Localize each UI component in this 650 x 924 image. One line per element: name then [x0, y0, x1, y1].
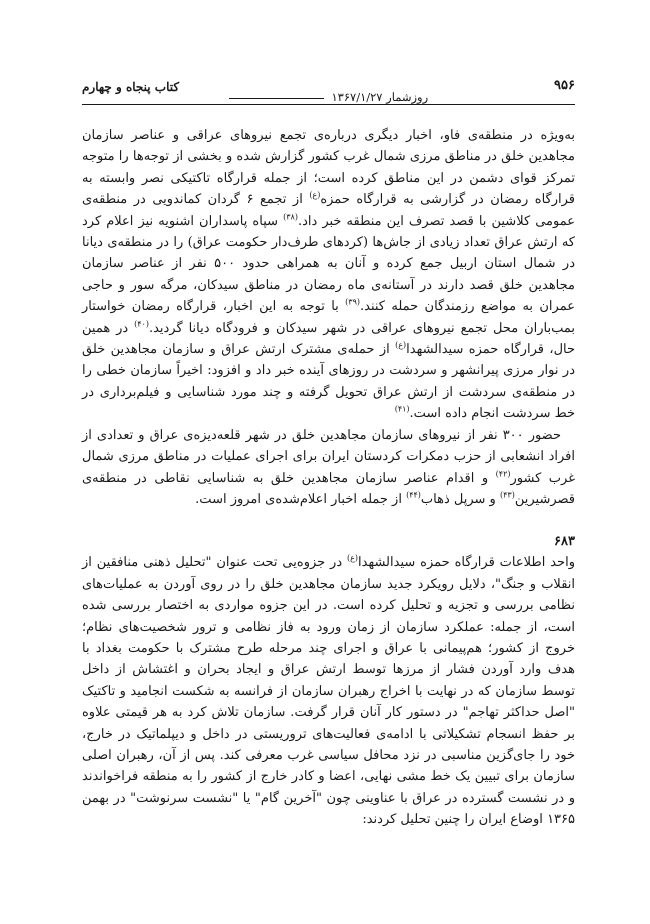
- footnote-marker: (۴۳): [499, 490, 515, 500]
- footnote-marker: (۳۹): [345, 297, 360, 307]
- text-run: در همین حال، قرارگاه حمزه سیدالشهدا: [82, 320, 576, 358]
- text-run: سپاه پاسداران اشنویه نیز اعلام کرد که ارتش عراق تعداد زیادی از جاش‌ها (کردهای طرف‌دار حکومت عراق) را در منطقه‌ی دیانا در شمال استان اربیل جمع کرده و آنان به همراهی حدود ۵۰۰ نفر از عناصر سازمان مجاهدین خلق قصد دارند در آستانه‌ی ماه رمضان در مناطق سیدکان، مرگه سور و حاجی عمران به مواضع رزمندگان حمله کنند.: [82, 213, 576, 315]
- header-rule-segment: [229, 98, 324, 99]
- footnote-marker: (ع): [309, 190, 321, 200]
- text-run: از حمله‌ی مشترک ارتش عراق و سازمان مجاهدین خلق در نوار مرزی پیرانشهر و سردشت در روزهای آینده خبر داد و افزود: اخیراً سازمان خطی را در منطقه‌ی سردشت از ارتش عراق تحویل گرفته و چند مورد شناسایی و فیلم‌برداری در خط سردشت انجام داده است.: [82, 342, 575, 422]
- book-title: کتاب پنجاه و چهارم: [82, 80, 180, 94]
- paragraph: [82, 425, 575, 511]
- chronicle-date: روزشمار ۱۳۶۷/۱/۲۷: [331, 90, 429, 104]
- text-run: با توجه به این اخبار، قرارگاه رمضان خواستار بمب‌باران محل تجمع نیروهای عراقی در شهر سیدکان و فرودگاه دیانا گردید.: [82, 299, 575, 336]
- text-run: و سرپل ذهاب: [420, 491, 500, 507]
- footnote-marker: (ع): [347, 553, 359, 563]
- text-run: حضور ۳۰۰ نفر از نیروهای سازمان مجاهدین خلق در شهر قلعه‌دیزه‌ی عراق و تعدادی از افراد انشعابی از حزب دمکرات کردستان ایران برای اجرای عملیات در مناطق مرزی شمال غرب کشور: [82, 427, 575, 486]
- text-run: و اقدام عناصر سازمان مجاهدین خلق به شناسایی نقاطی در منطقه‌ی قصرشیرین: [82, 470, 575, 507]
- text-run: به‌ویژه در منطقه‌ی فاو، اخبار دیگری درباره‌ی تجمع نیروهای عراقی و عناصر سازمان مجاهدین خلق در مناطق مرزی شمال غرب کشور گزارش شده و بخشی از توجه‌ها را متوجه تمرکز قوای دشمن در این مناطق کرده است؛ از جمله قرارگاه تاکتیکی نصر وابسته به قرارگاه رمضان در گزارشی به قرارگاه حمزه: [82, 128, 575, 208]
- text-run: در جزوه‌یی تحت عنوان "تحلیل ذهنی منافقین از انقلاب و جنگ"، دلایل رویکرد جدید سازمان مجاهدین خلق را در روی آوردن به عملیات‌های نظامی بررسی و تجزیه و تحلیل کرده است. در این جزوه مواردی به اختصار بررسی شده است، از جمله: عملکرد سازمان از زمان ورود به فاز نظامی و ترور شخصیت‌های نظام؛ خروج از کشور؛ هم‌پیمانی با عراق و اجرای چند مرحله طرح مشترک با حکومت بغداد با هدف وارد آوردن فشار از مرزها توسط ارتش عراق و ایجاد بحران و اغتشاش از داخل توسط سازمان که در نهایت با اخراج رهبران سازمان از فرانسه به شکست انجامید و تاکتیک "اصل حداکثر تهاجم" در دستور کار آنان قرار گرفت. سازمان تلاش کرد به هر قیمتی علاوه بر حفظ انسجام تشکیلاتی با ادامه‌ی فعالیت‌های تروریستی در داخل و دیپلماتیک در خارج، خود را جای‌گزین مناسبی در نزد محافل سیاسی غرب معرفی کند. پس از آن، رهبران اصلی سازمان برای تبیین یک خط مشی نهایی، اعضا و کادر خارج از کشور را به منطقه فراخواندند و در نشست گسترده در عراق با عناوینی چون "آخرین گام" یا "نشست سرنوشت" در بهمن ۱۳۶۵ اوضاع ایران را چنین تحلیل کردند:: [82, 555, 575, 828]
- footnote-marker: (۴۱): [394, 404, 410, 414]
- text-run: از جمله اخبار اعلام‌شده‌ی امروز است.: [195, 491, 407, 507]
- paragraph: [82, 552, 575, 830]
- footnote-marker: (۴۴): [406, 490, 421, 500]
- section-number: ۶۸۳: [554, 534, 575, 550]
- footnote-marker: (۳۸): [283, 212, 298, 222]
- text-run: از تجمع ۶ گردان کماندویی در منطقه‌ی عمومی کلاشین با قصد تصرف این منطقه خبر داد.: [82, 192, 575, 229]
- footnote-marker: (۴۲): [495, 469, 511, 479]
- text-run: واحد اطلاعات قرارگاه حمزه سیدالشهدا: [358, 555, 575, 571]
- footnote-marker: (۴۰): [134, 319, 149, 329]
- body-text: [82, 125, 575, 831]
- running-header: [82, 70, 575, 104]
- header-rule: [82, 104, 575, 105]
- page-number: ۹۵۶: [554, 78, 575, 93]
- paragraph: [82, 125, 575, 425]
- footnote-marker: (ع): [395, 340, 407, 350]
